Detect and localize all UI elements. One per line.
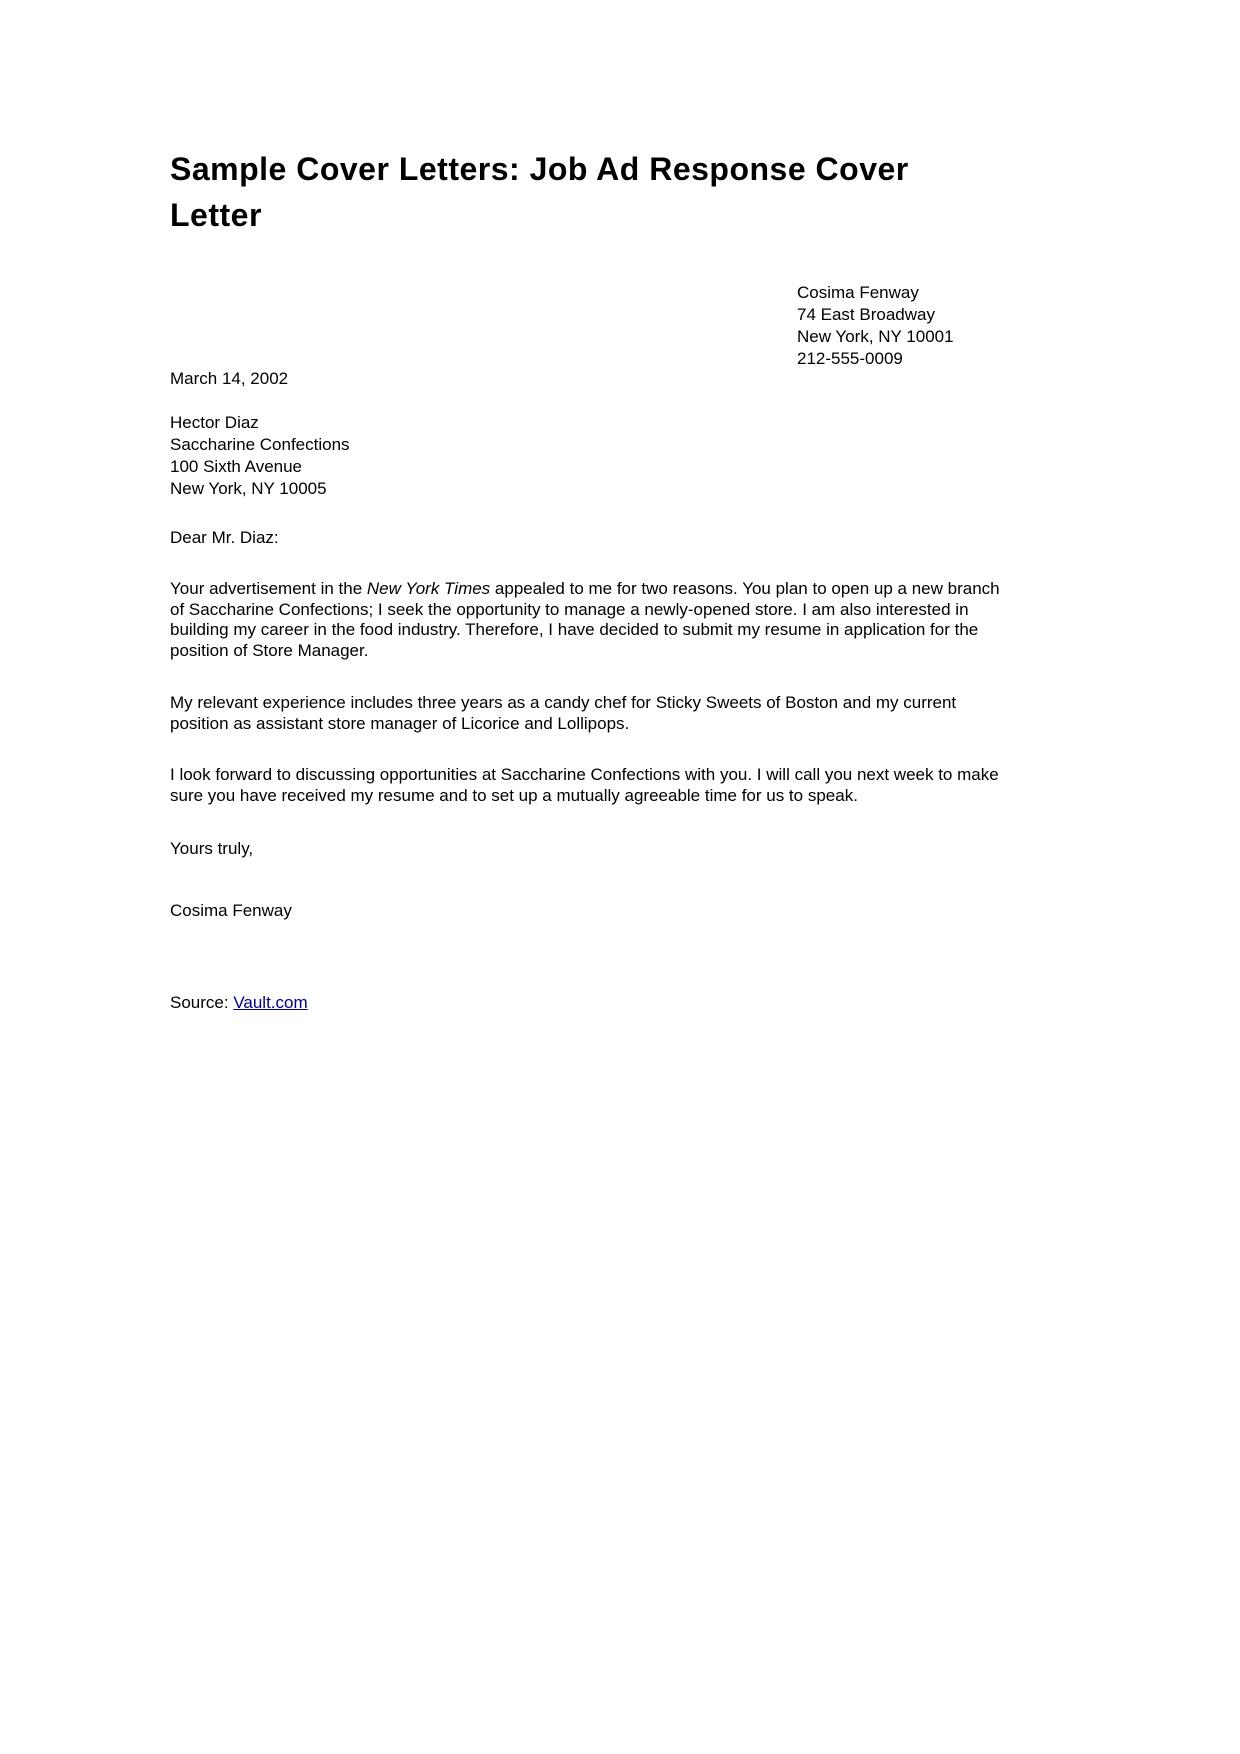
recipient-company: Saccharine Confections (170, 435, 350, 454)
salutation: Dear Mr. Diaz: (170, 528, 279, 547)
body-paragraph-2: My relevant experience includes three years as a candy chef for Sticky Sweets of Boston and my current position as assistant store manager of Licorice and Lollipops. (170, 693, 957, 733)
closing: Yours truly, (170, 839, 254, 858)
sender-address-block (797, 282, 954, 370)
sender-phone: 212-555-0009 (797, 349, 903, 368)
source-link[interactable]: Vault.com (233, 993, 308, 1012)
sender-street: 74 East Broadway (797, 305, 935, 324)
recipient-street: 100 Sixth Avenue (170, 457, 303, 476)
body-paragraph-3: I look forward to discussing opportunities at Saccharine Confections with you. I will call you next week to make sure you have received my resume and to set up a mutually agreeable time for us to speak. (170, 765, 999, 805)
body-paragraph-1 (170, 579, 1000, 661)
paragraph-1-text-after-italic: appealed to me for two reasons. You plan to open up a new branch of Saccharine Confections; I seek the opportunity to manage a newly-opened store. I am also interested in building my career in the food industry. Therefore, I have decided to submit my resume in application for the position of Store Manager. (170, 579, 1000, 660)
sender-city-state-zip: New York, NY 10001 (797, 327, 954, 346)
signature-name: Cosima Fenway (170, 901, 292, 920)
recipient-name: Hector Diaz (170, 413, 259, 432)
recipient-address-block (170, 412, 350, 500)
recipient-city-state-zip: New York, NY 10005 (170, 479, 327, 498)
paragraph-1-text-before-italic: Your advertisement in the (170, 579, 367, 598)
paragraph-1-italic-publication-name: New York Times (366, 579, 491, 598)
document-title: Sample Cover Letters: Job Ad Response Cover Letter (170, 151, 909, 233)
letter-date: March 14, 2002 (170, 369, 289, 388)
sender-name: Cosima Fenway (797, 283, 919, 302)
source-label: Source: (170, 993, 234, 1012)
source-line (170, 992, 308, 1014)
